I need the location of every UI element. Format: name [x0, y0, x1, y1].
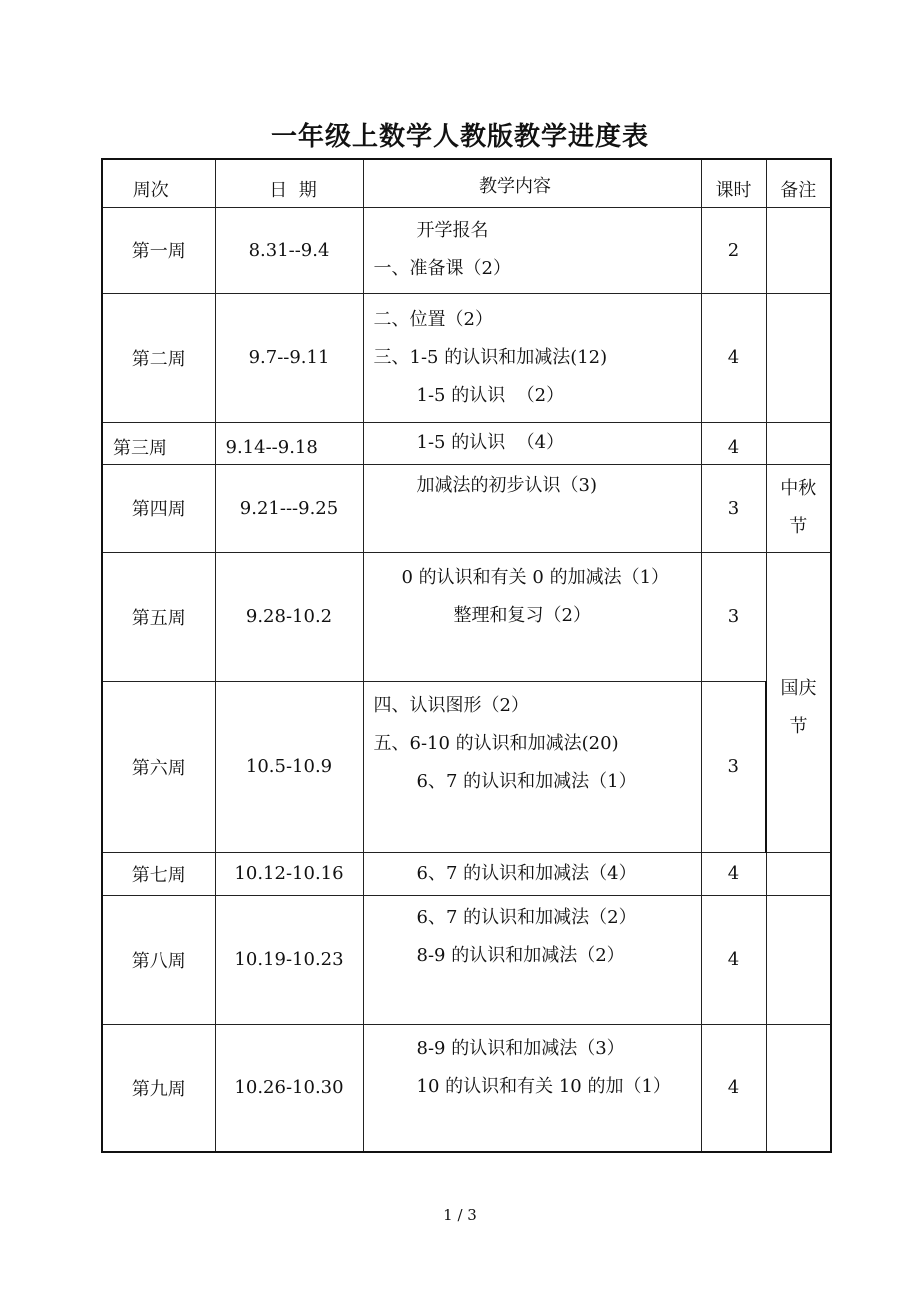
week-cell: 第六周 — [102, 681, 215, 852]
content-line: 0 的认识和有关 0 的加减法（1） — [401, 566, 670, 588]
week-cell: 第七周 — [102, 852, 215, 895]
date-cell: 10.12-10.16 — [215, 852, 363, 895]
date-cell: 10.26-10.30 — [215, 1024, 363, 1152]
table-row — [102, 464, 831, 552]
page-number: 1 / 3 — [443, 1206, 477, 1224]
content-cell — [363, 293, 701, 422]
hours-cell: 4 — [701, 1024, 766, 1152]
hours-cell: 4 — [701, 852, 766, 895]
header-content: 教学内容 — [363, 159, 701, 207]
week-cell: 第一周 — [102, 207, 215, 293]
hours-cell: 2 — [701, 207, 766, 293]
hours-cell: 3 — [701, 552, 766, 681]
header-notes: 备注 — [766, 159, 831, 207]
date-cell: 9.7--9.11 — [215, 293, 363, 422]
content-cell — [363, 852, 701, 895]
week-cell: 第三周 — [102, 422, 215, 464]
content-line: 8-9 的认识和加减法（3） — [416, 1037, 625, 1059]
hours-cell: 4 — [701, 895, 766, 1024]
table-row — [102, 681, 831, 852]
note-line: 国庆 — [780, 677, 817, 699]
notes-cell — [766, 422, 831, 464]
table-row — [102, 852, 831, 895]
date-cell: 10.5-10.9 — [215, 681, 363, 852]
content-line: 8-9 的认识和加减法（2） — [416, 944, 625, 966]
table-row — [102, 293, 831, 422]
content-line: 1-5 的认识 （4） — [416, 432, 565, 453]
header-row — [102, 159, 831, 207]
date-cell: 9.28-10.2 — [215, 552, 363, 681]
content-line: 整理和复习（2） — [453, 604, 591, 626]
content-line: 加减法的初步认识（3) — [416, 474, 597, 496]
content-cell — [363, 422, 701, 464]
date-cell: 10.19-10.23 — [215, 895, 363, 1024]
note-line: 节 — [789, 516, 808, 537]
notes-cell — [766, 207, 831, 293]
content-cell — [363, 464, 701, 552]
content-cell — [363, 895, 701, 1024]
week-cell: 第九周 — [102, 1024, 215, 1152]
table-row — [102, 895, 831, 1024]
week-cell: 第八周 — [102, 895, 215, 1024]
schedule-table — [101, 158, 832, 1153]
week-cell: 第五周 — [102, 552, 215, 681]
content-cell — [363, 681, 701, 852]
content-line: 10 的认识和有关 10 的加（1） — [416, 1075, 671, 1097]
date-cell: 9.14--9.18 — [215, 422, 363, 464]
content-line: 6、7 的认识和加减法（4） — [416, 862, 637, 884]
hours-cell: 4 — [701, 422, 766, 464]
content-line: 6、7 的认识和加减法（1） — [416, 770, 637, 792]
content-cell — [363, 207, 701, 293]
header-week: 周次 — [102, 159, 215, 207]
table-row — [102, 422, 831, 464]
shared-notes-cell — [766, 552, 831, 852]
date-cell: 9.21---9.25 — [215, 464, 363, 552]
hours-cell: 3 — [701, 681, 766, 852]
date-cell: 8.31--9.4 — [215, 207, 363, 293]
table-row — [102, 207, 831, 293]
notes-cell — [766, 1024, 831, 1152]
content-line: 四、认识图形（2） — [373, 694, 529, 716]
content-cell — [363, 552, 701, 681]
week-cell: 第四周 — [102, 464, 215, 552]
document-title: 一年级上数学人教版教学进度表 — [270, 122, 649, 152]
hours-cell: 3 — [701, 464, 766, 552]
content-line: 五、6-10 的认识和加减法(20) — [373, 732, 619, 754]
note-line: 节 — [789, 715, 808, 737]
table-row — [102, 1024, 831, 1152]
content-line: 1-5 的认识 （2） — [416, 384, 565, 406]
content-cell — [363, 1024, 701, 1152]
notes-cell — [766, 464, 831, 552]
hours-cell: 4 — [701, 293, 766, 422]
content-line: 开学报名 — [416, 220, 489, 241]
note-line: 中秋 — [780, 478, 817, 499]
content-line: 三、1-5 的认识和加减法(12) — [373, 346, 608, 368]
table-row — [102, 552, 831, 681]
content-line: 6、7 的认识和加减法（2） — [416, 906, 637, 928]
week-cell: 第二周 — [102, 293, 215, 422]
content-line: 二、位置（2） — [373, 308, 493, 330]
notes-cell — [766, 852, 831, 895]
notes-cell — [766, 895, 831, 1024]
content-line: 一、准备课（2） — [373, 258, 511, 279]
header-hours: 课时 — [701, 159, 766, 207]
notes-cell — [766, 293, 831, 422]
header-date: 日 期 — [215, 159, 363, 207]
